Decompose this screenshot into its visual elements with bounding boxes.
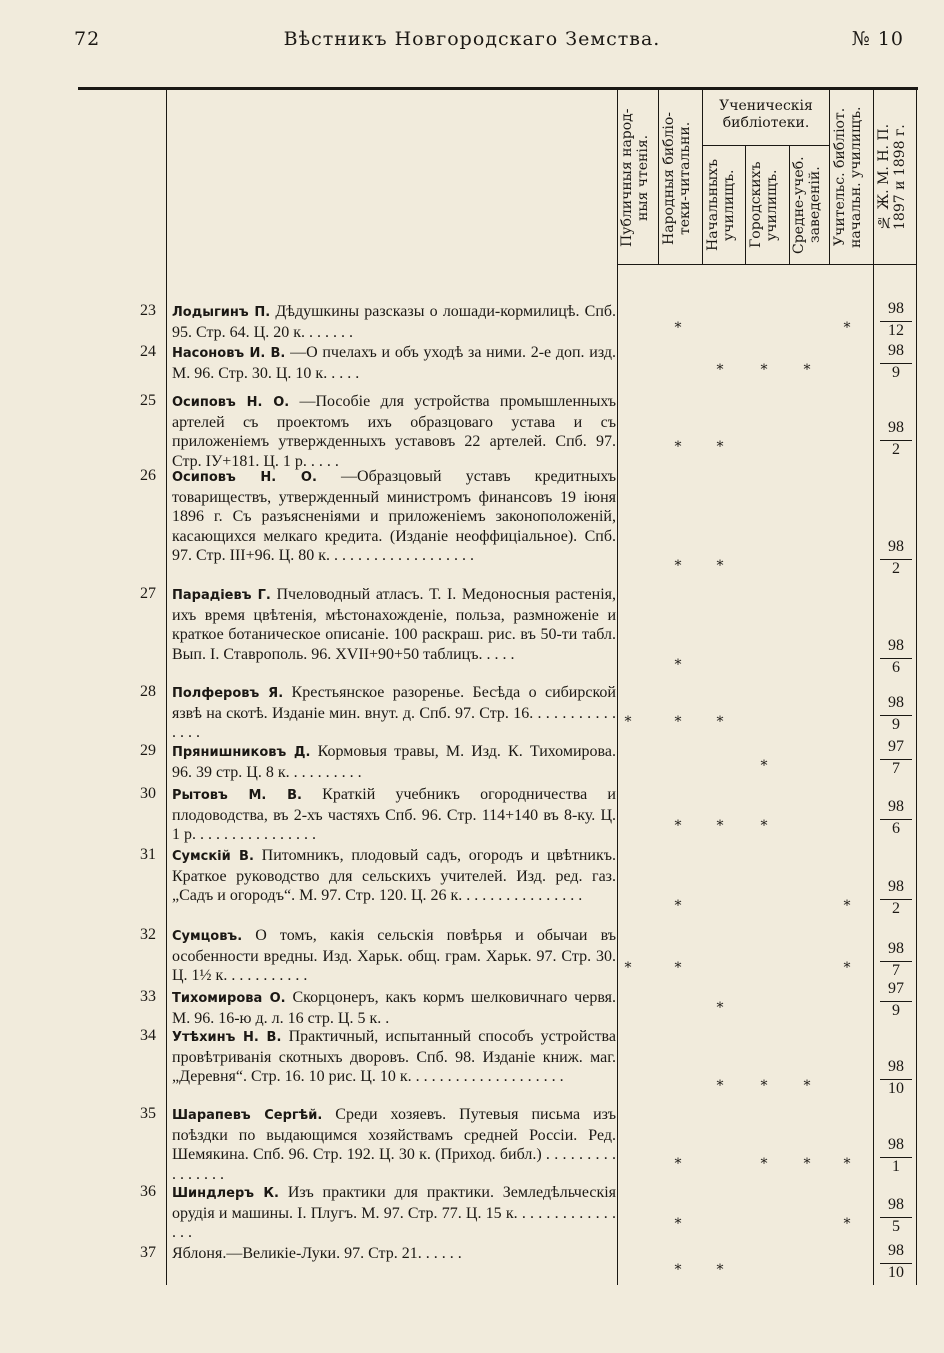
availability-mark: * [674,898,682,914]
journal-year: 98 [888,419,904,436]
availability-mark: * [674,1262,682,1278]
header-bottom-rule [617,264,916,265]
availability-mark: * [803,362,811,378]
column-rule [916,90,917,1285]
availability-mark: * [843,320,851,336]
availability-mark: * [716,439,724,455]
availability-mark: * [716,818,724,834]
availability-mark: * [674,1216,682,1232]
availability-mark: * [760,818,768,834]
availability-mark: * [843,1216,851,1232]
entry-text [172,1183,616,1243]
journal-issue: 10 [888,1264,904,1281]
availability-mark: * [803,1078,811,1094]
entry-number: 23 [140,302,156,319]
availability-mark: * [760,758,768,774]
col-secondary-schools: Средне-учеб. заведеній. [791,156,823,254]
entry-text [172,988,616,1028]
journal-issue: 7 [892,962,900,979]
entry-author: Полферовъ Я. [172,686,284,701]
column-rule [617,90,618,1285]
entry-number: 31 [140,846,156,863]
entry-description: Практичный, испытанный способъ устройства провѣтриванія скотныхъ дворовъ. Спб. 98. Изданіе книж. маг. „Деревня“. Стр. 16. 10 рис. Ц. 10 к. . . . . . . . . . . . . . . . . . . . [172,1028,616,1086]
journal-year: 98 [888,1242,904,1259]
entry-text [172,343,616,383]
availability-mark: * [760,1078,768,1094]
entry-author: Сумцовъ. [172,929,243,944]
entry-description: —О пчелахъ и объ уходѣ за ними. 2-е доп. изд. М. 96. Стр. 30. Ц. 10 к. . . . . [172,344,616,382]
journal-year: 98 [888,1196,904,1213]
entry-description: Скорцонеръ, какъ кормъ шелковичнаго червя. М. 96. 16-ю д. л. 16 стр. Ц. 5 к. . [172,989,617,1027]
journal-year: 98 [888,878,904,895]
entry-text [172,742,616,782]
entry-description: —Пособіе для устройства промышленныхъ артелей съ проектомъ ихъ образцоваго устава и съ приложеніемъ утвержденныхъ уставовъ 22 артелей. Спб. 97. Стр. IУ+181. Ц. 1 р. . . . . [172,393,616,470]
entry-author: Шиндлеръ К. [172,1186,279,1201]
entry-description: Питомникъ, плодовый садъ, огородъ и цвѣтникъ. Краткое руководство для сельскихъ учителей. Изд. ред. газ. „Садъ и огородъ“. М. 97. Стр. 120. Ц. 26 к. . . . . . . . . . . . . . . . [172,847,617,905]
entry-number: 32 [140,926,156,943]
column-rule [745,146,746,265]
journal-issue: 2 [892,441,900,458]
entry-number: 29 [140,742,156,759]
availability-mark: * [674,320,682,336]
column-rule [829,90,830,265]
journal-issue: 9 [892,364,900,381]
availability-mark: * [843,1156,851,1172]
col-journal-ref: № Ж. М. Н. П. 1897 и 1898 г. [876,123,908,231]
entry-number: 27 [140,585,156,602]
entry-author: Осиповъ Н. О. [172,395,290,410]
journal-issue: 6 [892,820,900,837]
entry-number: 33 [140,988,156,1005]
col-people-libraries: Народныя библіо- теки-читальни. [661,111,693,245]
availability-mark: * [843,960,851,976]
journal-year: 98 [888,1136,904,1153]
availability-mark: * [716,1000,724,1016]
entry-text [172,302,616,342]
entry-description: Крестьянское разоренье. Бесѣда о сибирской язвѣ на скотѣ. Изданіе мин. внут. д. Спб. 97. Стр. 16. . . . . . . . . . . . . . . [172,684,616,742]
entry-author: Насоновъ И. В. [172,346,286,361]
journal-issue: 10 [888,1080,904,1097]
availability-mark: * [716,558,724,574]
journal-issue: 9 [892,716,900,733]
availability-mark: * [760,1156,768,1172]
availability-mark: * [674,714,682,730]
entry-description: —Образцовый уставъ кредитныхъ товариществъ, утвержденный министромъ финансовъ 19 іюня 1896 г. Съ разъясненіями и приложеніемъ законоположеній, касающихся мелкаго кредита. (Изданіе неоффиціальное). Спб. 97. Стр. III+96. Ц. 80 к. . . . . . . . . . . . . . . . . . . [172,468,617,565]
availability-mark: * [624,960,632,976]
journal-year: 98 [888,1058,904,1075]
entry-text [172,1105,616,1184]
entry-number: 28 [140,683,156,700]
journal-title: Вѣстникъ Новгородскаго Земства. [283,28,661,50]
availability-mark: * [716,714,724,730]
journal-issue: 9 [892,1002,900,1019]
journal-year: 97 [888,980,904,997]
journal-issue: 12 [888,322,904,339]
entry-author: Парадіевъ Г. [172,588,271,603]
column-rule [789,146,790,265]
entry-number: 30 [140,785,156,802]
entry-text [172,683,616,743]
entry-description: О томъ, какія сельскія повѣрья и обычаи въ особенности вредны. Изд. Харьк. общ. грам. Харьк. 97. Стр. 30. Ц. 1½ к. . . . . . . . . . . [172,927,617,985]
entry-description: Пчеловодный атласъ. Т. I. Медоносныя растенія, ихъ время цвѣтенія, мѣстонахожденіе, польза, размноженіе и краткое ботаническое описаніе. 100 раскраш. рис. въ 50-ти табл. Вып. I. Ставрополь. 96. XVII+90+50 таблицъ. . . . . [172,586,616,663]
column-rule [873,90,874,1285]
entry-description: Яблоня.—Великіе-Луки. 97. Стр. 21. . . . . . [172,1245,462,1262]
entry-author: Прянишниковъ Д. [172,745,311,760]
entry-number: 37 [140,1244,156,1261]
journal-issue: 6 [892,659,900,676]
journal-year: 97 [888,738,904,755]
availability-mark: * [674,1156,682,1172]
group-rule [702,145,829,146]
journal-year: 98 [888,342,904,359]
entry-text [172,846,616,906]
entry-author: Шарапевъ Сергѣй. [172,1108,323,1123]
journal-issue: 2 [892,900,900,917]
journal-issue: 7 [892,760,900,777]
journal-year: 98 [888,637,904,654]
entry-text [172,585,616,664]
journal-year: 98 [888,300,904,317]
entry-text [172,926,616,986]
journal-year: 98 [888,538,904,555]
page-number: 72 [74,28,101,50]
entry-text [172,1244,616,1264]
issue-number: № 10 [851,28,904,50]
col-student-libraries: Ученическія библіотеки. [719,98,813,131]
entry-author: Утѣхинъ Н. В. [172,1030,282,1045]
entry-author: Осиповъ Н. О. [172,470,317,485]
availability-mark: * [674,818,682,834]
entry-text [172,785,616,845]
journal-year: 98 [888,940,904,957]
entry-author: Тихомирова О. [172,991,286,1006]
availability-mark: * [716,1262,724,1278]
entry-description: Кормовыя травы, М. Изд. К. Тихомирова. 96. 39 стр. Ц. 8 к. . . . . . . . . . [172,743,616,781]
availability-mark: * [716,1078,724,1094]
entry-description: Среди хозяевъ. Путевыя письма изъ поѣздки по выдающимся хозяйствамъ средней Россіи. Ред. Шемякина. Спб. 96. Стр. 192. Ц. 30 к. (Приход. библ.) . . . . . . . . . . . . . . . . [172,1106,616,1183]
entry-number: 34 [140,1027,156,1044]
entry-number: 36 [140,1183,156,1200]
col-public-reading: Публичныя народ- ныя чтенія. [619,108,651,248]
column-rule [658,90,659,265]
journal-issue: 1 [892,1158,900,1175]
availability-mark: * [760,362,768,378]
availability-mark: * [803,1156,811,1172]
entry-description: Изъ практики для практики. Земледѣльческія орудія и машины. I. Плугъ. М. 97. Стр. 77. Ц. 15 к. . . . . . . . . . . . . . . . [172,1184,617,1242]
entry-text [172,392,616,471]
availability-mark: * [674,960,682,976]
availability-mark: * [674,657,682,673]
availability-mark: * [624,714,632,730]
col-primary-schools: Начальныхъ училищъ. [705,159,737,251]
col-teacher-libraries: Учительс. библіот. начальн. училищъ. [832,106,864,248]
entry-description: Дѣдушкины разсказы о лошади-кормилицѣ. Спб. 95. Стр. 64. Ц. 20 к. . . . . . . [172,303,617,341]
journal-issue: 5 [892,1218,900,1235]
journal-year: 98 [888,694,904,711]
entry-text [172,1027,616,1087]
journal-issue: 2 [892,560,900,577]
entry-author: Рытовъ М. В. [172,788,302,803]
availability-mark: * [716,362,724,378]
availability-mark: * [843,898,851,914]
entry-author: Лодыгинъ П. [172,305,271,320]
entry-number: 25 [140,392,156,409]
col-city-schools: Городскихъ училищъ. [748,161,780,249]
entry-text [172,467,616,566]
entry-description: Краткій учебникъ огородничества и плодоводства, въ 2-хъ частяхъ Спб. 96. Стр. 114+140 въ 8-ку. Ц. 1 р. . . . . . . . . . . . . . . . [172,786,616,844]
entry-number: 35 [140,1105,156,1122]
availability-mark: * [674,439,682,455]
entry-number: 26 [140,467,156,484]
availability-mark: * [674,558,682,574]
entry-author: Сумскій В. [172,849,254,864]
entry-number: 24 [140,343,156,360]
table-top-rule [78,87,918,90]
journal-year: 98 [888,798,904,815]
